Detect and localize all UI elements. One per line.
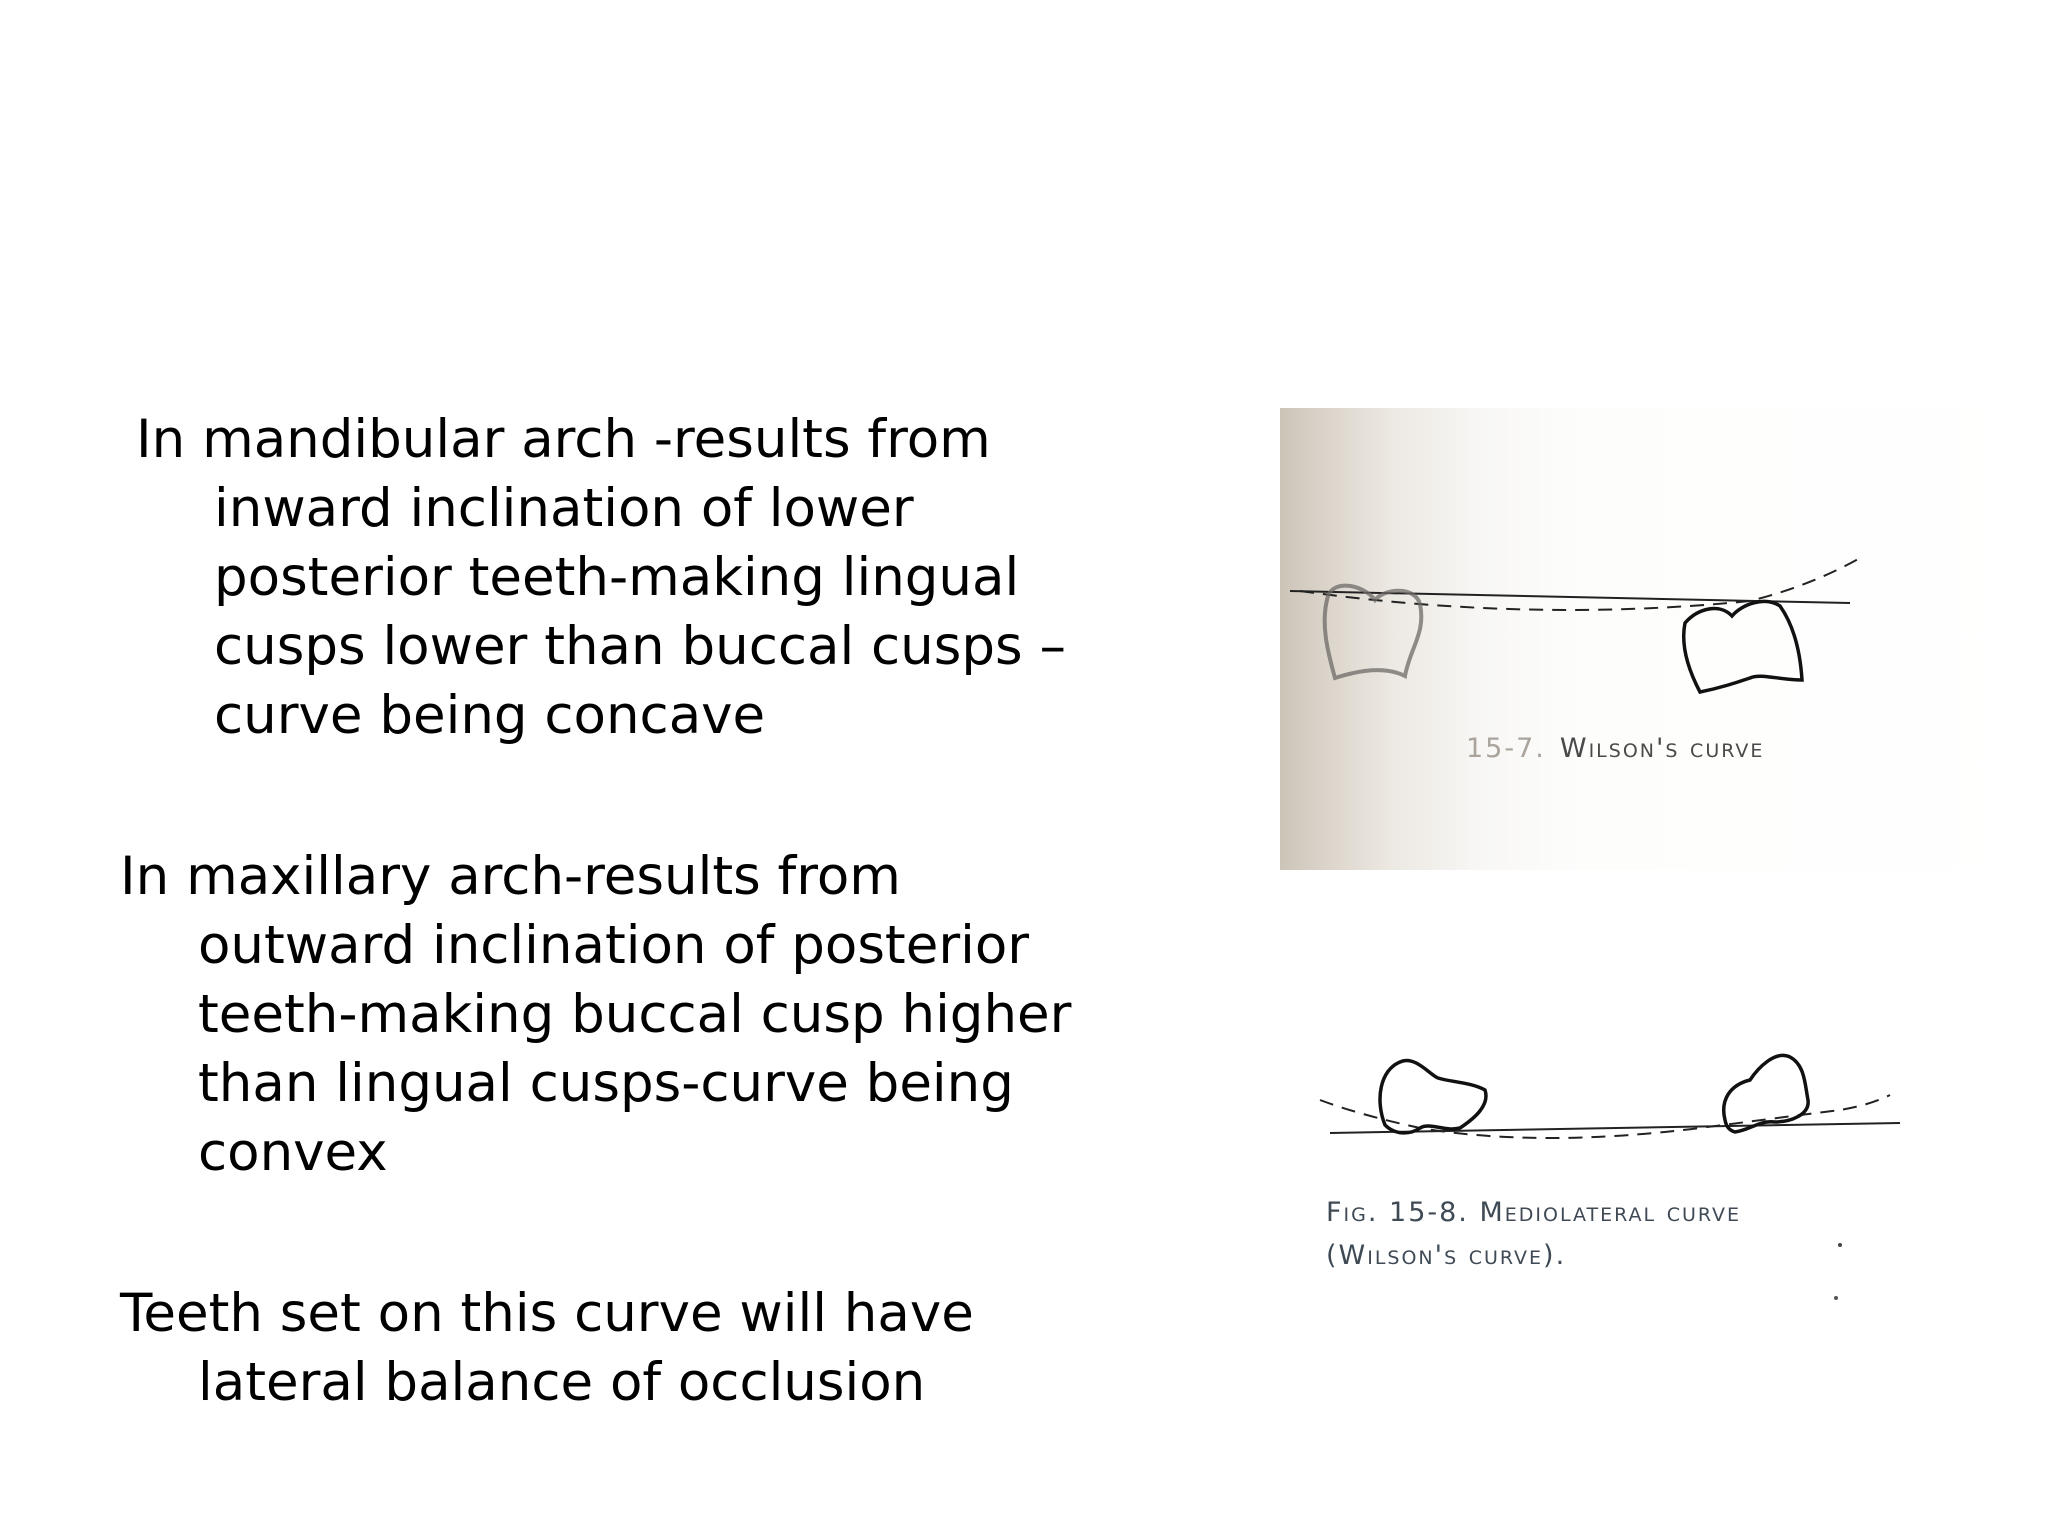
figure-top-number: 15-7. [1466, 733, 1546, 764]
figure-bottom-caption-line-2: (Wilson's curve). [1326, 1240, 1567, 1271]
figure-mediolateral-curve [1280, 1010, 2048, 1340]
figure-top-caption [1466, 733, 1764, 764]
paragraph-lateral-balance: Teeth set on this curve will have lateral balance of occlusion [120, 1283, 974, 1413]
speck [1834, 1296, 1838, 1300]
wilsons-curve-diagram [1280, 408, 2048, 870]
figure-bottom-caption-line-1: Fig. 15-8. Mediolateral curve [1326, 1197, 1742, 1228]
mediolateral-curve-diagram [1280, 1010, 2048, 1340]
left-tooth-outline [1325, 586, 1422, 678]
paragraph-mandibular-arch: In mandibular arch -results from inward inclination of lower posterior teeth-making lingual cusps lower than buccal cusps – curve being concave [136, 409, 1066, 746]
figure-wilsons-curve [1280, 408, 2048, 870]
paragraph-maxillary-arch: In maxillary arch-results from outward inclination of posterior teeth-making buccal cusp higher than lingual cusps-curve being convex [120, 846, 1072, 1183]
speck [1838, 1243, 1842, 1247]
figure-top-title: Wilson's curve [1559, 733, 1765, 764]
right-tooth-outline [1724, 1055, 1808, 1132]
right-tooth-outline [1684, 601, 1802, 692]
